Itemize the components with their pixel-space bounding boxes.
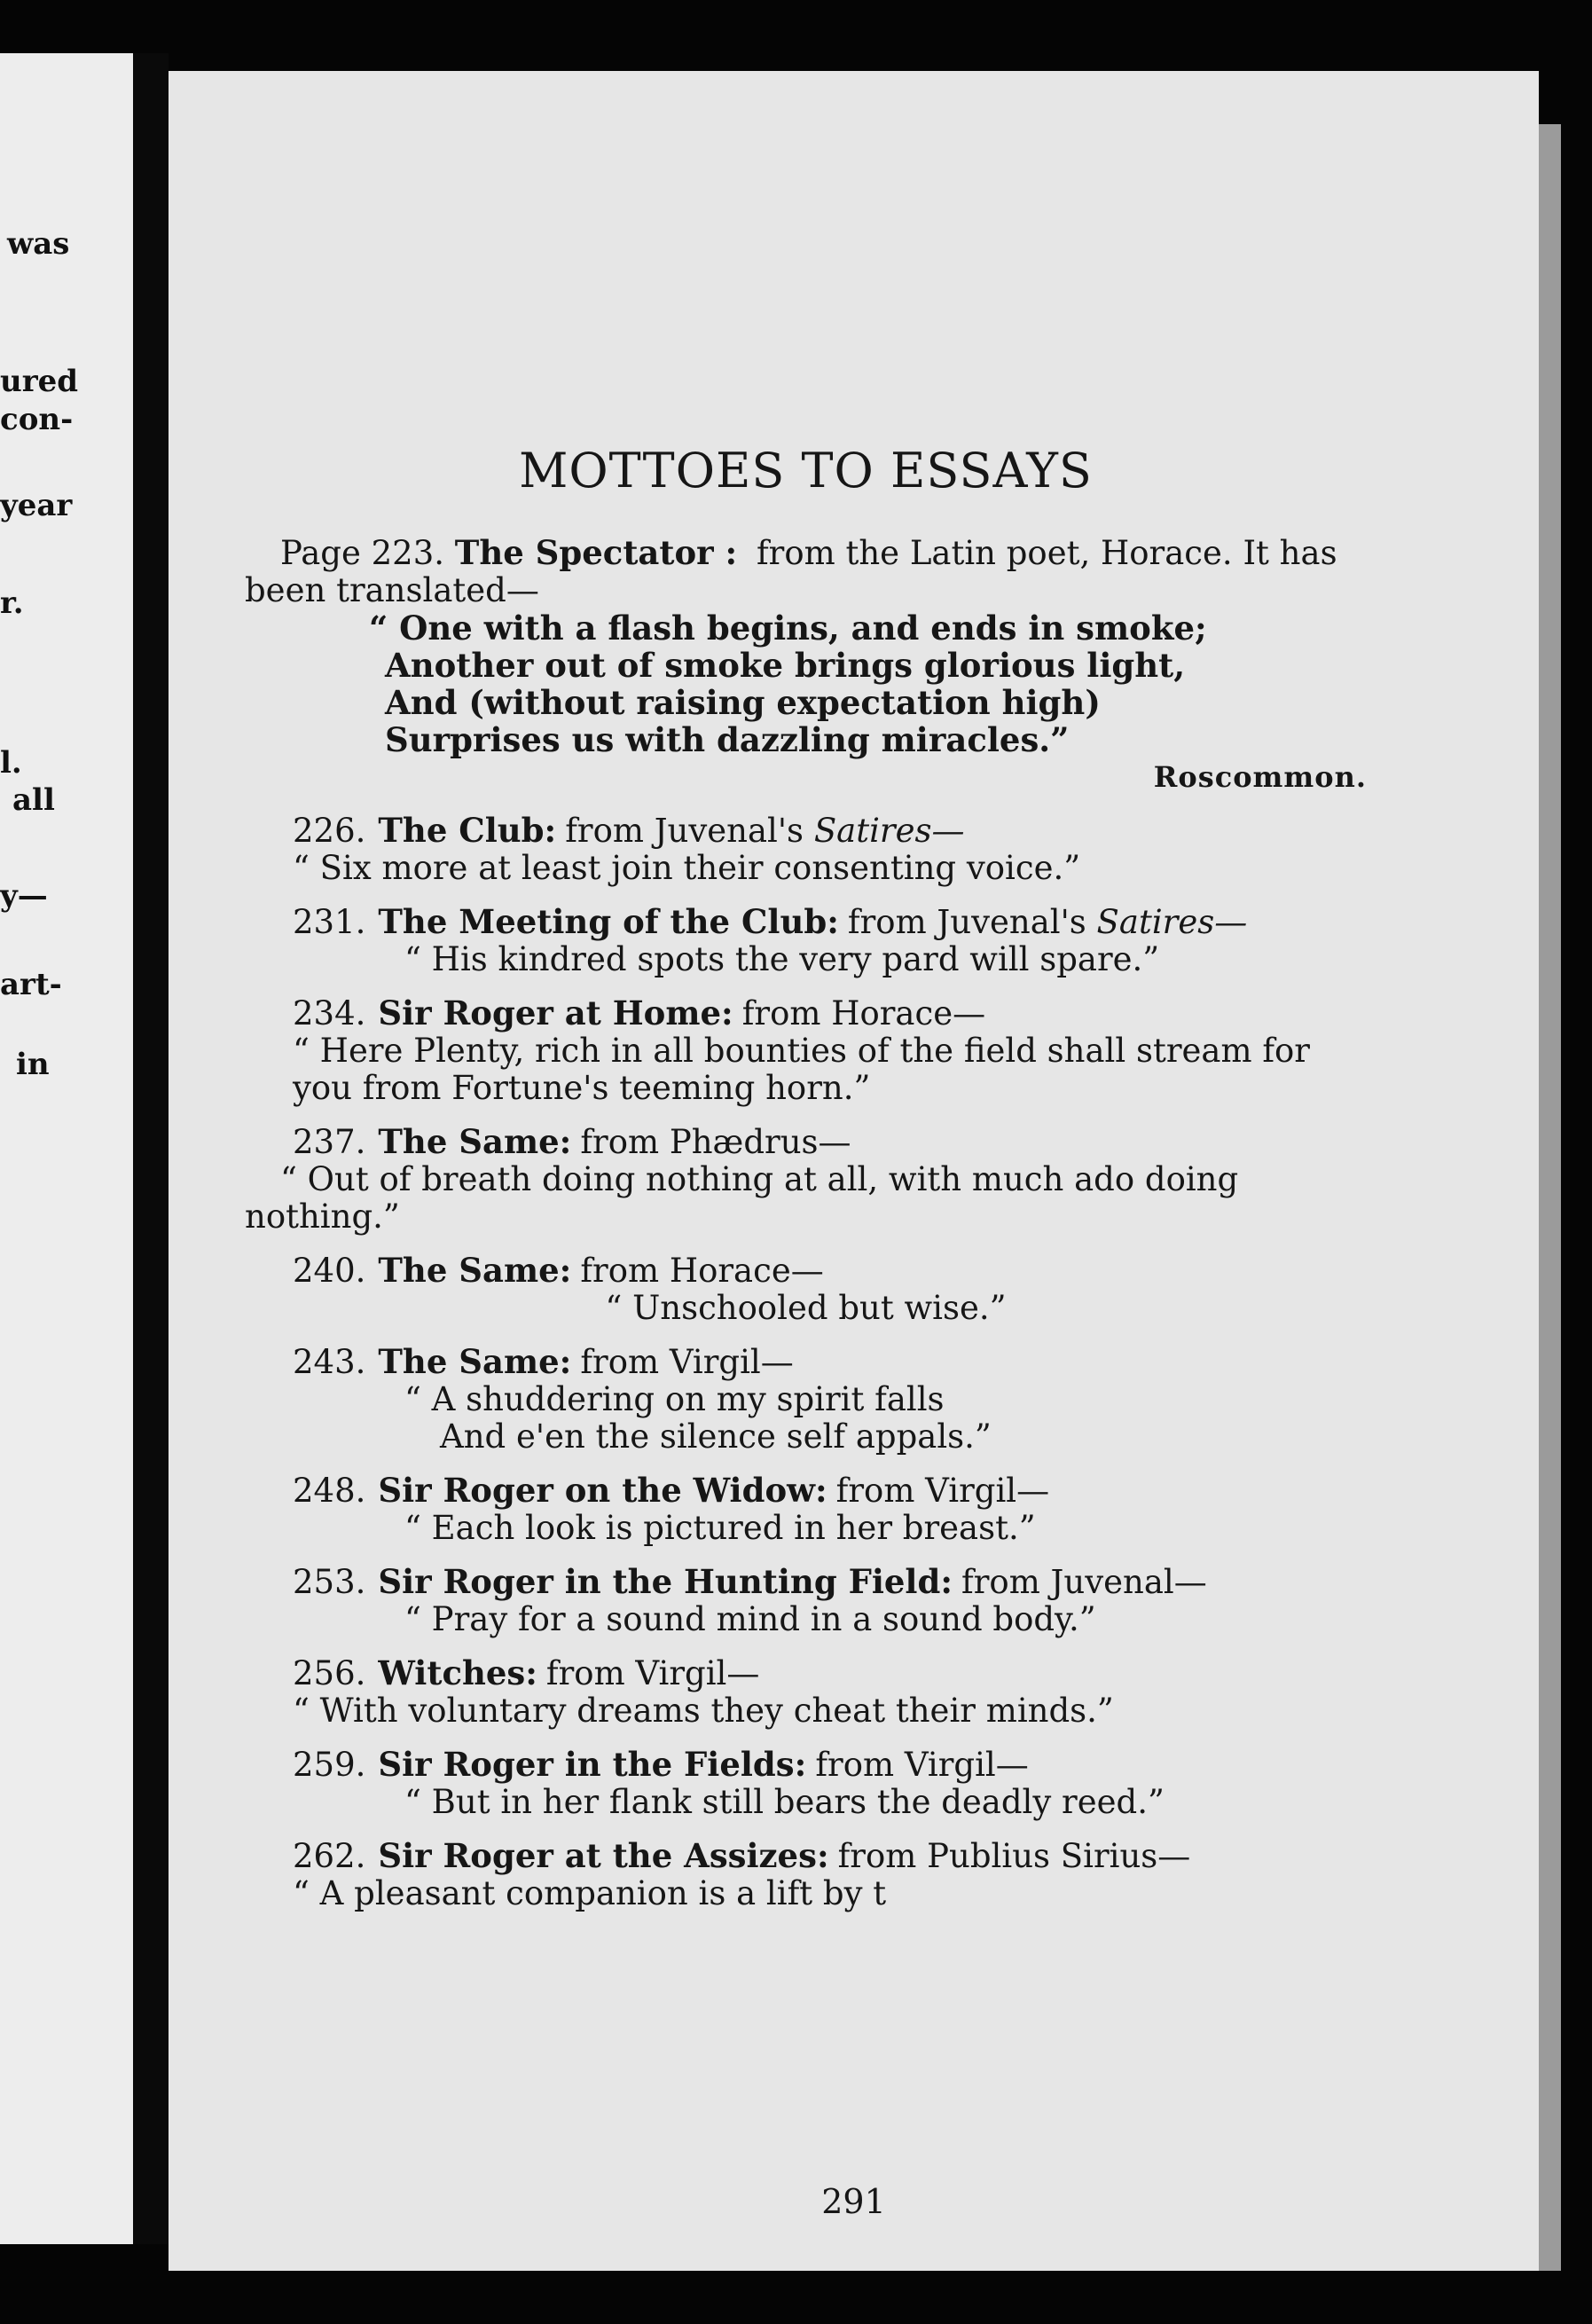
quote-line: “ With voluntary dreams they cheat their minds.” xyxy=(293,1692,1114,1730)
book-gutter xyxy=(133,53,169,2244)
motto-entry xyxy=(245,1563,1367,1638)
essay-title: Sir Roger on the Widow xyxy=(378,1471,815,1510)
page-edge xyxy=(1539,124,1561,2271)
essay-title: The Same xyxy=(378,1251,560,1290)
essay-title: Sir Roger in the Hunting Field xyxy=(378,1562,941,1601)
quote-line: “ Unschooled but wise.” xyxy=(605,1289,1007,1327)
motto-source-italic: Satires— xyxy=(813,812,965,850)
intro-entry xyxy=(245,534,1367,796)
motto-quote xyxy=(245,1692,1367,1730)
intro-continuation: It has been translated— xyxy=(245,534,1337,609)
intro-quote xyxy=(245,609,1367,758)
motto-entry xyxy=(245,1252,1367,1327)
motto-quote xyxy=(245,1290,1367,1327)
essay-title: Sir Roger at the Assizes xyxy=(378,1836,817,1875)
left-page-fragment: ured xyxy=(0,364,79,399)
entry-heading-line: 248. Sir Roger on the Widow: from Virgil— xyxy=(293,1471,1050,1510)
motto-entry xyxy=(245,1746,1367,1821)
quote-line: “ Here Plenty, rich in all bounties of the field shall stream for you from Fortune's teeming horn.” xyxy=(293,1032,1310,1107)
motto-source: from Juvenal— xyxy=(961,1563,1207,1601)
quote-line: And e'en the silence self appals.” xyxy=(440,1417,992,1456)
motto-quote xyxy=(245,1161,1367,1236)
entry-heading-line: 262. Sir Roger at the Assizes: from Publius Sirius— xyxy=(293,1836,1191,1875)
left-page-fragment: year xyxy=(0,488,73,523)
left-page-fragment: art- xyxy=(0,967,62,1002)
quote-line: “ Pray for a sound mind in a sound body.” xyxy=(404,1600,1096,1638)
quote-line: “ His kindred spots the very pard will spare.” xyxy=(404,940,1160,978)
motto-quote xyxy=(245,1875,1367,1912)
motto-source: from Horace— xyxy=(580,1252,824,1290)
motto-source: from Juvenal's xyxy=(565,812,804,850)
essay-title: Witches xyxy=(378,1653,526,1692)
left-page-fragment: was xyxy=(7,226,70,262)
motto-entry xyxy=(245,1123,1367,1236)
motto-source: from Virgil— xyxy=(815,1746,1029,1784)
motto-source: from Publius Sirius— xyxy=(837,1837,1191,1875)
essay-page-number: 240. xyxy=(293,1252,366,1290)
motto-source: from Phædrus— xyxy=(580,1123,851,1161)
motto-entry xyxy=(245,1472,1367,1547)
motto-entry xyxy=(245,1654,1367,1730)
essay-title: The Same xyxy=(378,1122,560,1161)
motto-source: from Virgil— xyxy=(580,1343,794,1381)
entry-heading-line: 243. The Same: from Virgil— xyxy=(293,1342,794,1381)
motto-source-italic: Satires— xyxy=(1096,903,1248,941)
essay-title: Sir Roger at Home xyxy=(378,993,722,1032)
entry-heading-line: 256. Witches: from Virgil— xyxy=(293,1653,760,1692)
intro-page-label: Page 223. xyxy=(280,534,445,572)
motto-quote xyxy=(245,941,1367,978)
motto-quote xyxy=(245,850,1367,887)
quote-line: “ Six more at least join their consenting voice.” xyxy=(293,849,1081,887)
motto-source: from Virgil— xyxy=(835,1472,1050,1510)
motto-entry xyxy=(245,812,1367,887)
motto-entry xyxy=(245,903,1367,978)
left-page-fragment: in xyxy=(16,1047,50,1082)
entry-heading-line: 231. The Meeting of the Club: from Juvenal's Satires— xyxy=(293,902,1248,941)
essay-page-number: 248. xyxy=(293,1472,366,1510)
essay-page-number: 256. xyxy=(293,1654,366,1692)
intro-attribution: Roscommon. xyxy=(1153,760,1367,794)
essay-page-number: 234. xyxy=(293,994,366,1032)
entry-heading-line: 259. Sir Roger in the Fields: from Virgil— xyxy=(293,1745,1029,1784)
quote-line: And (without raising expectation high) xyxy=(385,683,1101,722)
essay-page-number: 259. xyxy=(293,1746,366,1784)
motto-source: from Horace— xyxy=(741,994,986,1032)
entry-heading-line: 234. Sir Roger at Home: from Horace— xyxy=(293,993,986,1032)
entry-list xyxy=(245,812,1367,1912)
page-number: 291 xyxy=(821,2182,886,2221)
left-page-fragment: con- xyxy=(0,402,74,437)
intro-source: from the Latin poet, Horace. xyxy=(756,534,1233,572)
quote-line: Surprises us with dazzling miracles.” xyxy=(385,720,1070,759)
left-page-fragment: l. xyxy=(0,745,22,781)
entry-heading-line: 237. The Same: from Phædrus— xyxy=(293,1122,851,1161)
adjacent-page xyxy=(0,53,133,2244)
entry-heading-line: 226. The Club: from Juvenal's Satires— xyxy=(293,811,965,850)
left-page-fragment: r. xyxy=(0,585,24,621)
intro-heading: The Spectator xyxy=(454,533,714,572)
quote-line: “ Out of breath doing nothing at all, with much ado doing nothing.” xyxy=(245,1160,1239,1236)
entry-heading-line: 240. The Same: from Horace— xyxy=(293,1251,824,1290)
essay-page-number: 253. xyxy=(293,1563,366,1601)
essay-title: The Club xyxy=(378,811,545,850)
quote-line: “ But in her flank still bears the deadly reed.” xyxy=(404,1783,1165,1821)
essay-title: Sir Roger in the Fields xyxy=(378,1745,795,1784)
quote-line: “ A pleasant companion is a lift by t xyxy=(293,1874,887,1912)
motto-entry xyxy=(245,1343,1367,1456)
essay-page-number: 237. xyxy=(293,1123,366,1161)
motto-entry xyxy=(245,994,1367,1107)
quote-line: “ One with a flash begins, and ends in smoke; xyxy=(369,608,1207,648)
essay-title: The Same xyxy=(378,1342,560,1381)
essay-page-number: 226. xyxy=(293,812,366,850)
motto-quote xyxy=(245,1784,1367,1821)
essay-page-number: 243. xyxy=(293,1343,366,1381)
quote-line: “ A shuddering on my spirit falls xyxy=(404,1380,945,1418)
essay-page-number: 231. xyxy=(293,903,366,941)
quote-line: “ Each look is pictured in her breast.” xyxy=(404,1509,1036,1547)
entry-heading-line: 253. Sir Roger in the Hunting Field: from Juvenal— xyxy=(293,1562,1207,1601)
essay-title: The Meeting of the Club xyxy=(378,902,827,941)
page-title: MOTTOES TO ESSAYS xyxy=(519,443,1093,499)
left-page-fragment: y— xyxy=(0,878,48,914)
motto-quote xyxy=(245,1032,1367,1107)
left-page-fragment: all xyxy=(12,782,55,818)
page-content xyxy=(245,443,1367,1928)
essay-page-number: 262. xyxy=(293,1837,366,1875)
motto-quote xyxy=(245,1381,1367,1456)
motto-quote xyxy=(245,1601,1367,1638)
motto-source: from Juvenal's xyxy=(847,903,1086,941)
motto-source: from Virgil— xyxy=(545,1654,760,1692)
motto-quote xyxy=(245,1510,1367,1547)
motto-entry xyxy=(245,1837,1367,1912)
quote-line: Another out of smoke brings glorious light, xyxy=(385,646,1186,685)
intro-paragraph: Page 223. The Spectator : from the Latin poet, Horace. It has been translated— xyxy=(245,533,1337,609)
